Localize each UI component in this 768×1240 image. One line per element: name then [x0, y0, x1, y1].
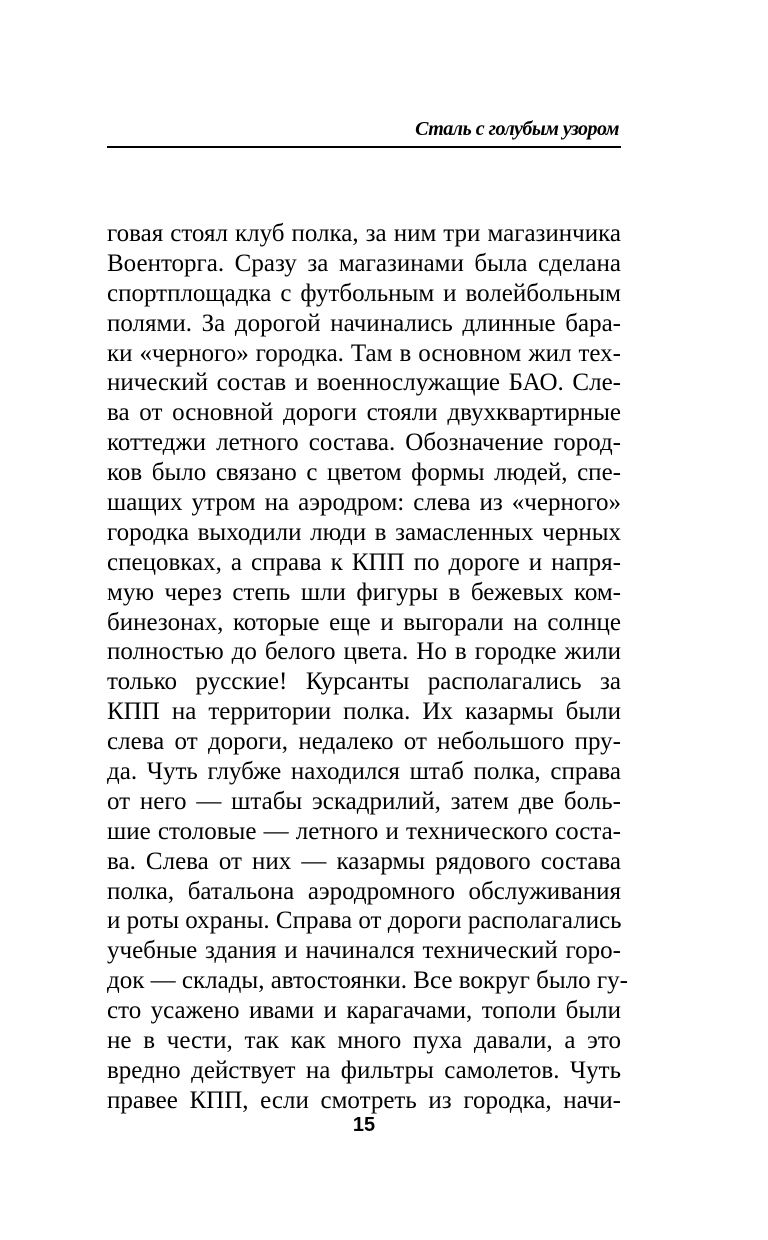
text-line: бинезонах, которые еще и выгорали на солнце	[107, 608, 621, 636]
text-line: да. Чуть глубже находился штаб полка, справа	[107, 758, 621, 786]
text-line: Военторга. Сразу за магазинами была сделана	[107, 249, 621, 277]
text-line: док — склады, автостоянки. Все вокруг было гу-	[107, 967, 629, 995]
text-line: только русские! Курсанты располагались за	[107, 668, 621, 696]
text-line: правее КПП, если смотреть из городка, начи-	[107, 1086, 621, 1114]
text-line: полями. За дорогой начинались длинные бара-	[107, 309, 621, 337]
text-line: от него — штабы эскадрилий, затем две боль-	[107, 787, 621, 815]
header-rule	[107, 146, 621, 148]
text-line: учебные здания и начинался технический горо-	[107, 937, 621, 965]
text-line: вредно действует на фильтры самолетов. Чуть	[107, 1056, 621, 1084]
text-line: ва от основной дороги стояли двухквартирные	[107, 399, 621, 427]
text-line: шащих утром на аэродром: слева из «черного»	[107, 489, 621, 517]
text-line: коттеджи летного состава. Обозначение город-	[107, 429, 621, 457]
text-line: городка выходили люди в замасленных черных	[107, 518, 621, 546]
text-line: полка, батальона аэродромного обслуживания	[107, 877, 621, 905]
text-line: КПП на территории полка. Их казармы были	[107, 698, 621, 726]
text-line: ки «черного» городка. Там в основном жил тех-	[107, 339, 621, 367]
body-text	[107, 219, 629, 1116]
text-line: и роты охраны. Справа от дороги располагались	[107, 907, 622, 935]
text-line: слева от дороги, недалеко от небольшого пру-	[107, 728, 621, 756]
text-line: нический состав и военнослужащие БАО. Сле-	[107, 369, 621, 397]
text-line: мую через степь шли фигуры в бежевых ком-	[107, 578, 621, 606]
text-line: не в чести, так как много пуха давали, а это	[107, 1027, 621, 1055]
text-line: полностью до белого цвета. Но в городке жили	[107, 638, 621, 666]
text-line: ва. Слева от них — казармы рядового состава	[107, 847, 621, 875]
text-line: сто усажено ивами и карагачами, тополи были	[107, 997, 621, 1025]
text-line: спецовках, а справа к КПП по дороге и напря-	[107, 548, 621, 576]
text-line: шие столовые — летного и технического соста-	[107, 817, 621, 845]
text-line: ков было связано с цветом формы людей, спе-	[107, 459, 621, 487]
running-title: Сталь с голубым узором	[415, 118, 619, 140]
page-number: 15	[352, 1114, 376, 1136]
text-line: спортплощадка с футбольным и волейбольным	[107, 279, 621, 307]
text-line: говая стоял клуб полка, за ним три магазинчика	[107, 220, 621, 247]
